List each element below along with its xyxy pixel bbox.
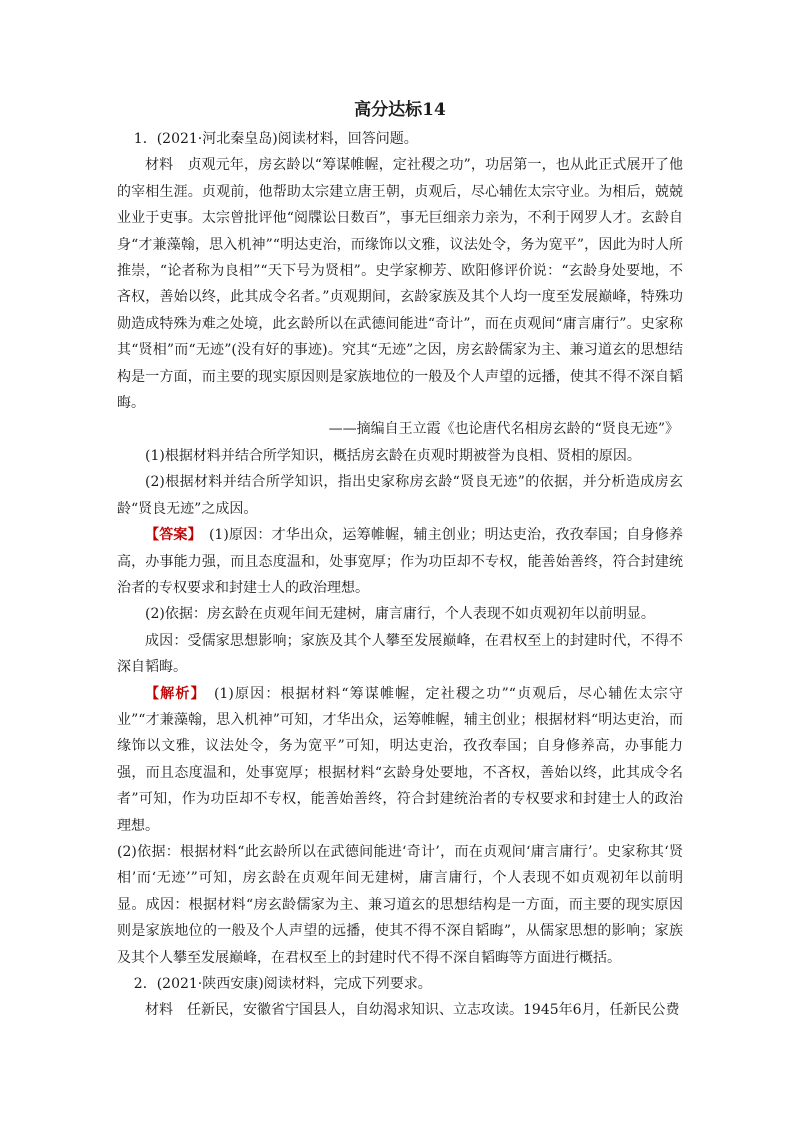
answer-part-2: (2)依据：房玄龄在贞观年间无建树，庸言庸行，个人表现不如贞观初年以前明显。 [145,606,655,623]
question-1-material: 材料 贞观元年，房玄龄以“筹谋帷幄，定社稷之功”，功居第一，也从此正式展开了他的宰相生涯。贞观前，他帮助太宗建立唐王朝，贞观后，尽心辅佐太宗守业。为相后，兢兢业业于吏事。太宗曾批评他“阅牒讼日数百”，事无巨细亲力亲为，不利于网罗人才。玄龄自身“才兼藻翰，思入机神”“明达吏治，而缘饰以文雅，议法处令，务为宽平”，因此为时人所推崇，“论者称为良相”“天下号为贤相”。史学家柳芳、欧阳修评价说：“玄龄身处要地，不吝权，善始以终，此其成令名者。”贞观期间，玄龄家族及其个人均一度至发展巅峰，特殊功勋造成特殊为难之处境，此玄龄所以在武德间能进“奇计”，而在贞观间“庸言庸行”。史家称其“贤相”而“无迹”(没有好的事迹)。究其“无迹”之因，房玄龄儒家为主、兼习道玄的思想结构是一方面，而主要的现实原因则是家族地位的一般及个人声望的远播，使其不得不深自韬晦。 [117,157,683,412]
answer-part-3: 成因：受儒家思想影响；家族及其个人攀至发展巅峰，在君权至上的封建时代，不得不深自韬晦。 [117,632,683,676]
question-2-stem: 2．(2021·陕西安康)阅读材料，完成下列要求。 [133,976,432,992]
material-source: ——摘编自王立霞《也论唐代名相房玄龄的“贤良无迹”》 [328,421,679,438]
analysis-label: 【解析】 [145,685,199,702]
answer-label: 【答案】 [145,527,195,544]
page-title: 高分达标14 [354,100,446,120]
question-1-stem: 1．(2021·河北秦皇岛)阅读材料，回答问题。 [133,131,418,147]
question-1-sub-1: (1)根据材料并结合所学知识，概括房玄龄在贞观时期被誉为良相、贤相的原因。 [145,447,641,464]
question-2-material: 材料 任新民，安徽省宁国县人，自幼渴求知识、立志攻读。1945年6月，任新民公费 [145,1002,680,1019]
document-page [117,96,683,1024]
question-1-sub-2: (2)根据材料并结合所学知识，指出史家称房玄龄“贤良无迹”的依据，并分析造成房玄龄“贤良无迹”之成因。 [117,474,683,517]
analysis-part-1: (1)原因：根据材料“筹谋帷幄，定社稷之功”“贞观后，尽心辅佐太宗守业”“才兼藻翰，思入机神”可知，才华出众，运筹帷幄，辅主创业；根据材料“明达吏治，而缘饰以文雅，议法处令，务为宽平”可知，明达吏治，孜孜奉国；自身修养高，办事能力强，而且态度温和，处事宽厚；根据材料“玄龄身处要地，不吝权，善始以终，此其成令名者”可知，作为功臣却不专权，能善始善终，符合封建统治者的专权要求和封建士人的政治理想。 [117,685,683,834]
answer-block [117,522,683,601]
analysis-block [117,681,683,839]
analysis-part-2: (2)依据：根据材料“此玄龄所以在武德间能进‘奇计’，而在贞观间‘庸言庸行’。史家称其‘贤相’而‘无迹’”可知，房玄龄在贞观年间无建树，庸言庸行，个人表现不如贞观初年以前明显。成因：根据材料“房玄龄儒家为主、兼习道玄的思想结构是一方面，而主要的现实原因则是家族地位的一般及个人声望的远播，使其不得不深自韬晦”，从儒家思想的影响；家族及其个人攀至发展巅峰，在君权至上的封建时代不得不深自韬晦等方面进行概括。 [117,843,683,966]
answer-part-1: (1)原因：才华出众，运筹帷幄，辅主创业；明达吏治，孜孜奉国；自身修养高，办事能力强，而且态度温和，处事宽厚；作为功臣却不专权，能善始善终，符合封建统治者的专权要求和封建士人的政治理想。 [117,527,683,596]
